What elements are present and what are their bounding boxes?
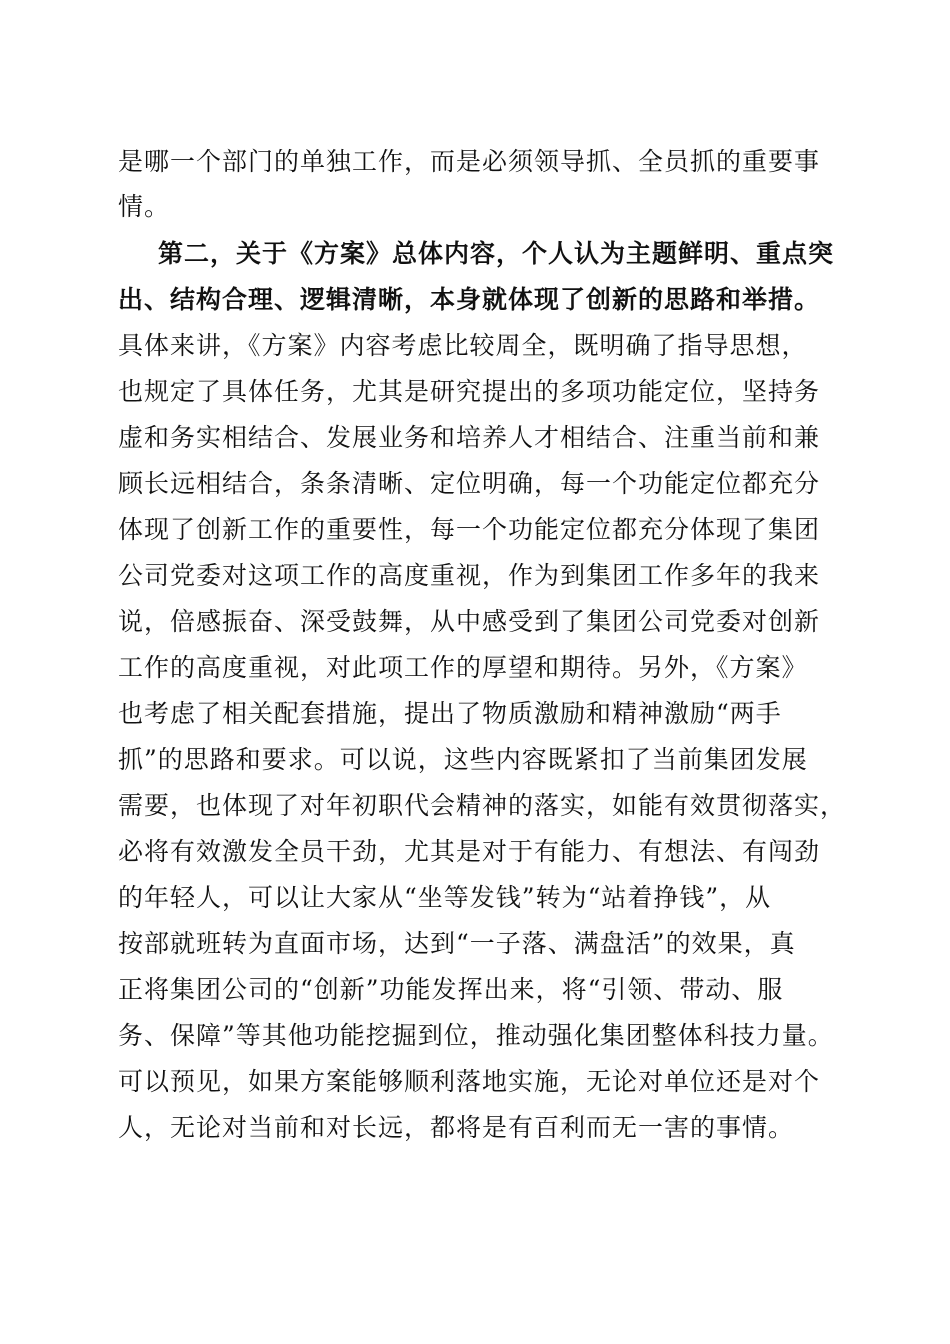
text-line: 按部就班转为直面市场，达到“一子落、满盘活”的效果，真 <box>118 929 796 958</box>
text-line: 是哪一个部门的单独工作，而是必须领导抓、全员抓的重要事 <box>118 147 821 176</box>
text-line: 也考虑了相关配套措施，提出了物质激励和精神激励“两手 <box>118 699 782 728</box>
text-line: 必将有效激发全员干劲，尤其是对于有能力、有想法、有闯劲 <box>118 837 821 866</box>
text-line: 正将集团公司的“创新”功能发挥出来，将“引领、带动、服 <box>118 975 784 1004</box>
text-line: 可以预见，如果方案能够顺利落地实施，无论对单位还是对个 <box>118 1067 821 1096</box>
text-line: 工作的高度重视，对此项工作的厚望和期待。另外，《方案》 <box>118 653 808 682</box>
text-line: 公司党委对这项工作的高度重视，作为到集团工作多年的我来 <box>118 561 821 590</box>
text-line: 抓”的思路和要求。可以说，这些内容既紧扣了当前集团发展 <box>118 745 808 774</box>
text-line: 也规定了具体任务，尤其是研究提出的多项功能定位，坚持务 <box>118 377 821 406</box>
text-line: 情。 <box>118 192 171 221</box>
text-line: 顾长远相结合，条条清晰、定位明确，每一个功能定位都充分 <box>118 469 821 498</box>
text-line: 说，倍感振奋、深受鼓舞，从中感受到了集团公司党委对创新 <box>118 607 821 636</box>
text-line: 务、保障”等其他功能挖掘到位，推动强化集团整体科技力量。 <box>118 1021 834 1050</box>
text-line: 体现了创新工作的重要性，每一个功能定位都充分体现了集团 <box>118 515 821 544</box>
text-line: 具体来讲，《方案》内容考虑比较周全，既明确了指导思想， <box>118 331 808 360</box>
text-line: 需要，也体现了对年初职代会精神的落实，如能有效贯彻落实， <box>118 791 847 820</box>
text-line: 人，无论对当前和对长远，都将是有百利而无一害的事情。 <box>118 1113 795 1142</box>
paragraph-first-line: 第二，关于《方案》总体内容，个人认为主题鲜明、重点突 <box>158 239 835 268</box>
text-line: 虚和务实相结合、发展业务和培养人才相结合、注重当前和兼 <box>118 423 821 452</box>
text-line: 的年轻人，可以让大家从“坐等发钱”转为“站着挣钱”，从 <box>118 883 772 912</box>
text-line: 出、结构合理、逻辑清晰，本身就体现了创新的思路和举措。 <box>118 285 821 314</box>
